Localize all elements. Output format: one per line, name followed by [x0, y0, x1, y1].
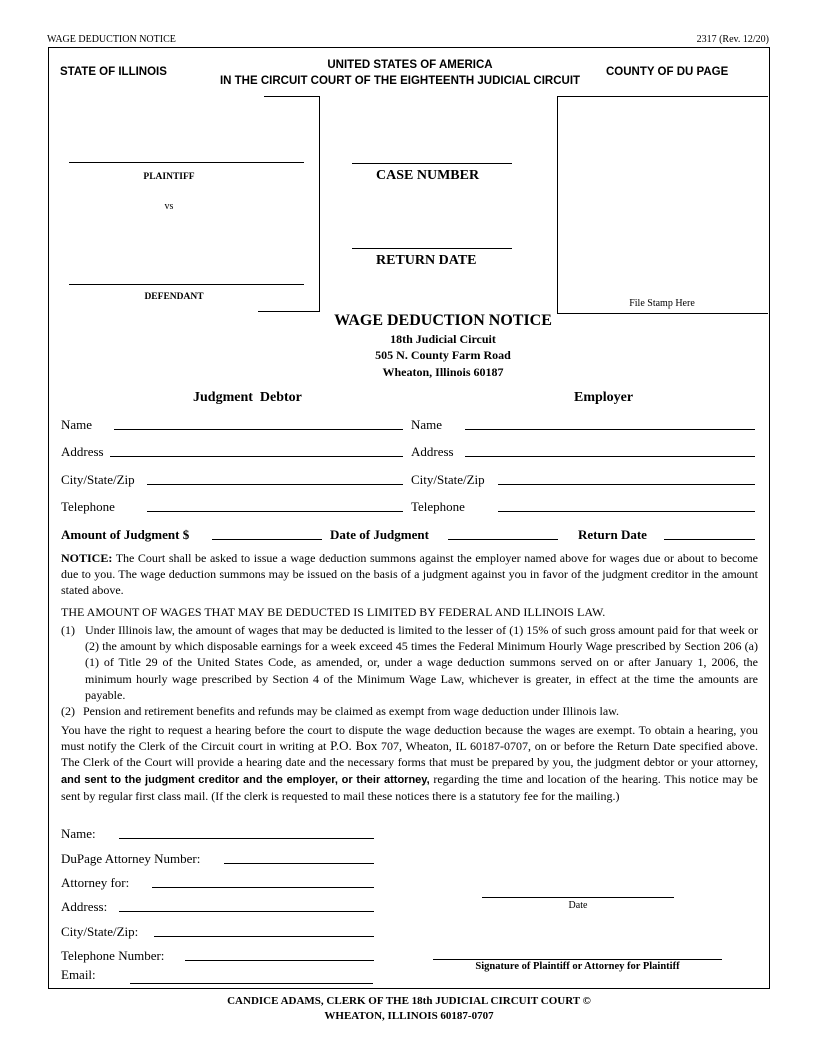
- plaintiff-label: PLAINTIFF: [143, 172, 195, 182]
- signature-field[interactable]: [433, 959, 722, 960]
- employer-city-label: City/State/Zip: [411, 472, 485, 487]
- notice-lead: NOTICE:: [61, 551, 113, 565]
- date-judgment-field[interactable]: [448, 539, 558, 540]
- judgment-debtor-heading: Judgment Debtor: [193, 390, 302, 405]
- employer-name-label: Name: [411, 417, 443, 432]
- title-street: 505 N. County Farm Road: [375, 348, 511, 362]
- limit-item-2-text: Pension and retirement benefits and refunds may be claimed as exempt from wage deduction under Illinois law.: [83, 704, 620, 718]
- footer-clerk: CANDICE ADAMS, CLERK OF THE 18th JUDICIAL CIRCUIT COURT ©: [227, 995, 591, 1007]
- limit-item-1-number: (1): [61, 623, 75, 637]
- attorney-address-label: Address:: [61, 899, 108, 914]
- hearing-text-a: You have the right to request a hearing before the court to dispute the wage deduction because the wages are exempt. To obtain a hearing, you must notify the Clerk of the Circuit court in writing at: [61, 723, 758, 754]
- attorney-number-field[interactable]: [224, 863, 374, 864]
- attorney-city-label: City/State/Zip:: [61, 924, 139, 939]
- plaintiff-line[interactable]: [69, 162, 304, 163]
- attorney-email-field[interactable]: [130, 983, 373, 984]
- attorney-for-label: Attorney for:: [61, 875, 130, 890]
- attorney-address-field[interactable]: [119, 911, 374, 912]
- limit-statement: THE AMOUNT OF WAGES THAT MAY BE DEDUCTED IS LIMITED BY FEDERAL AND ILLINOIS LAW.: [61, 605, 606, 619]
- hearing-text-b: 707, Wheaton, IL 60187-0707, on or before the Return Date specified above. The Clerk of the Court will provide a hearing date and the necessary forms that must be prepared by you, the judgment debtor or your attorney,: [61, 739, 758, 770]
- case-number-label: CASE NUMBER: [376, 168, 480, 183]
- file-stamp-box: [557, 96, 768, 314]
- limit-item-1: [61, 622, 758, 703]
- caption-top-rule: [264, 96, 320, 97]
- attorney-email-label: Email:: [61, 967, 96, 982]
- attorney-name-label: Name:: [61, 826, 96, 841]
- debtor-phone-field[interactable]: [147, 511, 403, 512]
- footer-address: WHEATON, ILLINOIS 60187-0707: [324, 1010, 494, 1022]
- form-name-header: WAGE DEDUCTION NOTICE: [47, 34, 176, 45]
- vs-label: vs: [164, 201, 174, 212]
- attorney-name-field[interactable]: [119, 838, 374, 839]
- employer-phone-field[interactable]: [498, 511, 755, 512]
- debtor-address-label: Address: [61, 444, 104, 459]
- date-judgment-label: Date of Judgment: [330, 527, 429, 542]
- debtor-phone-label: Telephone: [61, 499, 115, 514]
- debtor-city-field[interactable]: [147, 484, 403, 485]
- limit-item-2-number: (2): [61, 704, 75, 718]
- employer-name-field[interactable]: [465, 429, 755, 430]
- hearing-po-box: P.O. Box: [330, 738, 378, 754]
- debtor-address-field[interactable]: [110, 456, 403, 457]
- employer-heading: Employer: [574, 390, 634, 405]
- signature-date-label: Date: [568, 900, 588, 911]
- employer-city-field[interactable]: [498, 484, 755, 485]
- attorney-phone-field[interactable]: [185, 960, 374, 961]
- employer-phone-label: Telephone: [411, 499, 465, 514]
- notice-text: The Court shall be asked to issue a wage deduction summons against the employer named above for wages due or about to become due to you. The wage deduction summons may be issued on the basis of a judgment against you in favor of the judgment creditor in the amount stated above.: [61, 551, 758, 598]
- debtor-name-label: Name: [61, 417, 93, 432]
- file-stamp-label: File Stamp Here: [629, 298, 695, 309]
- document-title: WAGE DEDUCTION NOTICE: [334, 312, 552, 329]
- return-date-field-label: Return Date: [578, 527, 647, 542]
- signature-date-field[interactable]: [482, 897, 674, 898]
- limit-item-2: [61, 703, 758, 719]
- attorney-for-field[interactable]: [152, 887, 374, 888]
- employer-address-field[interactable]: [465, 456, 755, 457]
- attorney-phone-label: Telephone Number:: [61, 948, 165, 963]
- defendant-line[interactable]: [69, 284, 304, 285]
- notice-paragraph: [61, 550, 758, 599]
- hearing-paragraph: [61, 722, 758, 804]
- court-label: IN THE CIRCUIT COURT OF THE EIGHTEENTH JUDICIAL CIRCUIT: [219, 75, 581, 87]
- caption-divider: [319, 96, 320, 312]
- hearing-bold: and sent to the judgment creditor and the employer, or their attorney,: [61, 773, 430, 786]
- attorney-number-label: DuPage Attorney Number:: [61, 851, 201, 866]
- defendant-label: DEFENDANT: [144, 292, 204, 302]
- hearing-text-c: regarding the time and location of the hearing. This notice may be sent by regular first class mail. (If the clerk is requested to mail these notices there is a statutory fee for the mailing.): [61, 771, 758, 803]
- amount-judgment-label: Amount of Judgment $: [61, 527, 190, 542]
- return-date-field[interactable]: [664, 539, 755, 540]
- title-circuit: 18th Judicial Circuit: [390, 332, 496, 346]
- country-label: UNITED STATES OF AMERICA: [327, 59, 493, 71]
- limit-item-1-text: Under Illinois law, the amount of wages that may be deducted is limited to the lesser of (1) 15% of such gross amount paid for that week or (2) the amount by which disposable earnings for a week exceed 45 times the Federal Minimum Hourly Wage prescribed by Section 206 (a)(1) of Title 29 of the United States Code, as amended, or, under a wage deduction summons served on or after January 1, 2006, the minimum hourly wage prescribed by Section 4 of the Minimum Wage Law, whichever is greater, in effect at the time the amounts are payable.: [85, 623, 758, 702]
- return-date-label: RETURN DATE: [376, 253, 477, 268]
- state-label: STATE OF ILLINOIS: [60, 66, 167, 78]
- form-number-header: 2317 (Rev. 12/20): [696, 34, 769, 45]
- title-city: Wheaton, Illinois 60187: [382, 365, 504, 379]
- debtor-city-label: City/State/Zip: [61, 472, 135, 487]
- employer-address-label: Address: [411, 444, 454, 459]
- county-label: COUNTY OF DU PAGE: [606, 66, 729, 78]
- attorney-city-field[interactable]: [154, 936, 374, 937]
- signature-label: Signature of Plaintiff or Attorney for Plaintiff: [475, 961, 680, 972]
- amount-judgment-field[interactable]: [212, 539, 322, 540]
- debtor-name-field[interactable]: [114, 429, 403, 430]
- return-date-line[interactable]: [352, 248, 512, 249]
- case-number-line[interactable]: [352, 163, 512, 164]
